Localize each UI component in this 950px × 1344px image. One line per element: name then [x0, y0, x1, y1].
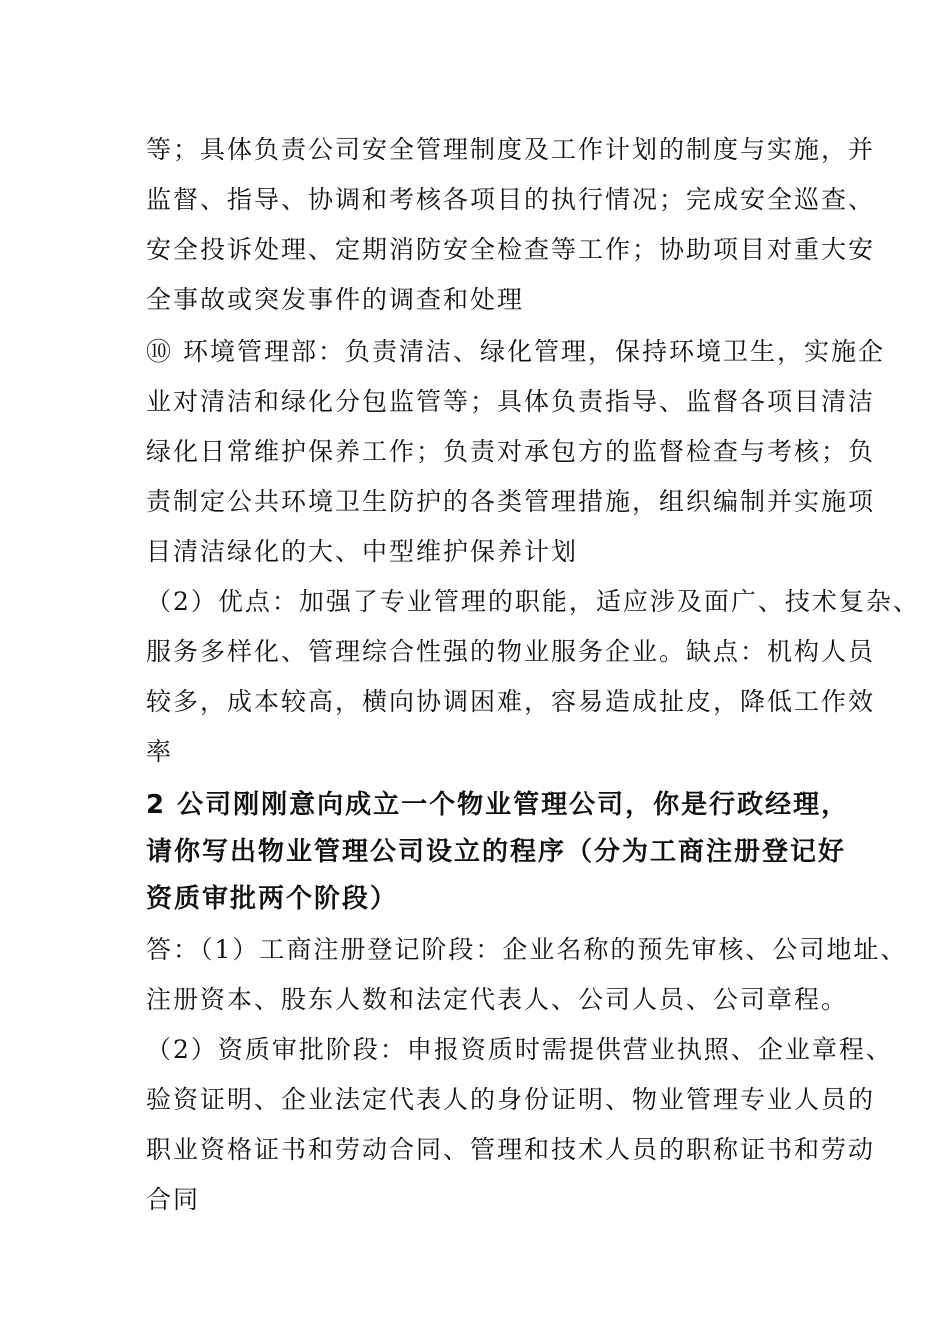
- body-text-line: 等；具体负责公司安全管理制度及工作计划的制度与实施，并: [146, 135, 876, 164]
- body-text-line: 全事故或突发事件的调查和处理: [146, 285, 525, 314]
- body-text-line: 绿化日常维护保养工作；负责对承包方的监督检查与考核；负: [146, 437, 876, 466]
- body-text-line: ⑩ 环境管理部：负责清洁、绿化管理，保持环境卫生，实施企: [146, 337, 885, 366]
- body-text-line: 安全投诉处理、定期消防安全检查等工作；协助项目对重大安: [146, 235, 876, 264]
- body-text-line: 较多，成本较高，横向协调困难，容易造成扯皮，降低工作效: [146, 687, 876, 716]
- answer-text-line: （2）资质审批阶段：申报资质时需提供营业执照、企业章程、: [146, 1035, 893, 1064]
- answer-text-line: 合同: [146, 1185, 201, 1214]
- answer-text-line: 职业资格证书和劳动合同、管理和技术人员的职称证书和劳动: [146, 1135, 876, 1164]
- answer-text-line: 注册资本、股东人数和法定代表人、公司人员、公司章程。: [146, 985, 849, 1014]
- body-text-line: 监督、指导、协调和考核各项目的执行情况；完成安全巡查、: [146, 185, 876, 214]
- body-text-line: 率: [146, 737, 174, 766]
- question-heading-line: 2 公司刚刚意向成立一个物业管理公司，你是行政经理，: [146, 790, 850, 820]
- body-text-line: （2）优点：加强了专业管理的职能，适应涉及面广、技术复杂、: [146, 587, 920, 616]
- answer-text-line: 验资证明、企业法定代表人的身份证明、物业管理专业人员的: [146, 1085, 876, 1114]
- body-text-line: 目清洁绿化的大、中型维护保养计划: [146, 537, 579, 566]
- answer-text-line: 答：（1）工商注册登记阶段：企业名称的预先审核、公司地址、: [146, 935, 908, 964]
- body-text-line: 服务多样化、管理综合性强的物业服务企业。缺点：机构人员: [146, 637, 876, 666]
- question-heading-line: 资质审批两个阶段）: [146, 884, 399, 914]
- body-text-line: 责制定公共环境卫生防护的各类管理措施，组织编制并实施项: [146, 487, 876, 516]
- question-heading-line: 请你写出物业管理公司设立的程序（分为工商注册登记好: [146, 837, 847, 867]
- body-text-line: 业对清洁和绿化分包监管等；具体负责指导、监督各项目清洁: [146, 387, 876, 416]
